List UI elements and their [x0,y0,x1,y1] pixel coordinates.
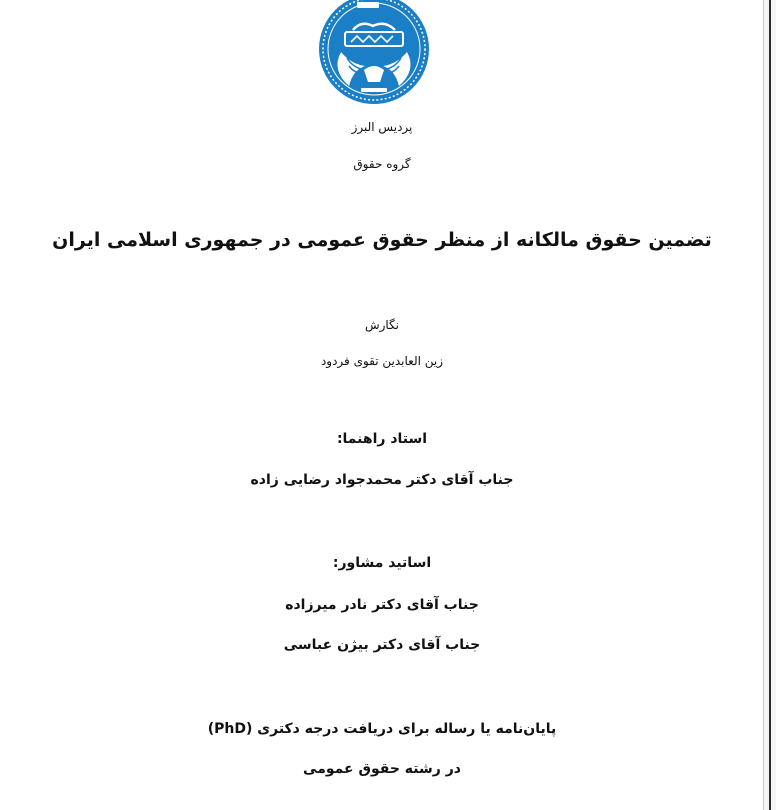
university-logo [317,0,431,106]
campus-name: پردیس البرز [351,120,413,134]
degree-line-2: در رشته حقوق عمومی [303,761,461,777]
advisors-label: اساتید مشاور: [332,555,432,571]
supervisor-name: جناب آقای دکتر محمدجواد رضایی زاده [250,472,514,488]
advisor-name-1: جناب آقای دکتر نادر میرزاده [285,597,479,613]
degree-line-1: پایان‌نامه یا رساله برای دریافت درجه دکتری (PhD) [207,721,557,737]
supervisor-label: استاد راهنما: [336,431,428,447]
advisor-name-2: جناب آقای دکتر بیژن عباسی [283,637,481,653]
author-name: زین العابدین تقوی فردود [320,354,444,368]
viewer-edge-line [769,0,771,810]
department-name: گروه حقوق [353,157,411,171]
thesis-title: تضمین حقوق مالکانه از منظر حقوق عمومی در جمهوری اسلامی ایران [52,229,712,251]
author-label: نگارش [364,318,400,332]
